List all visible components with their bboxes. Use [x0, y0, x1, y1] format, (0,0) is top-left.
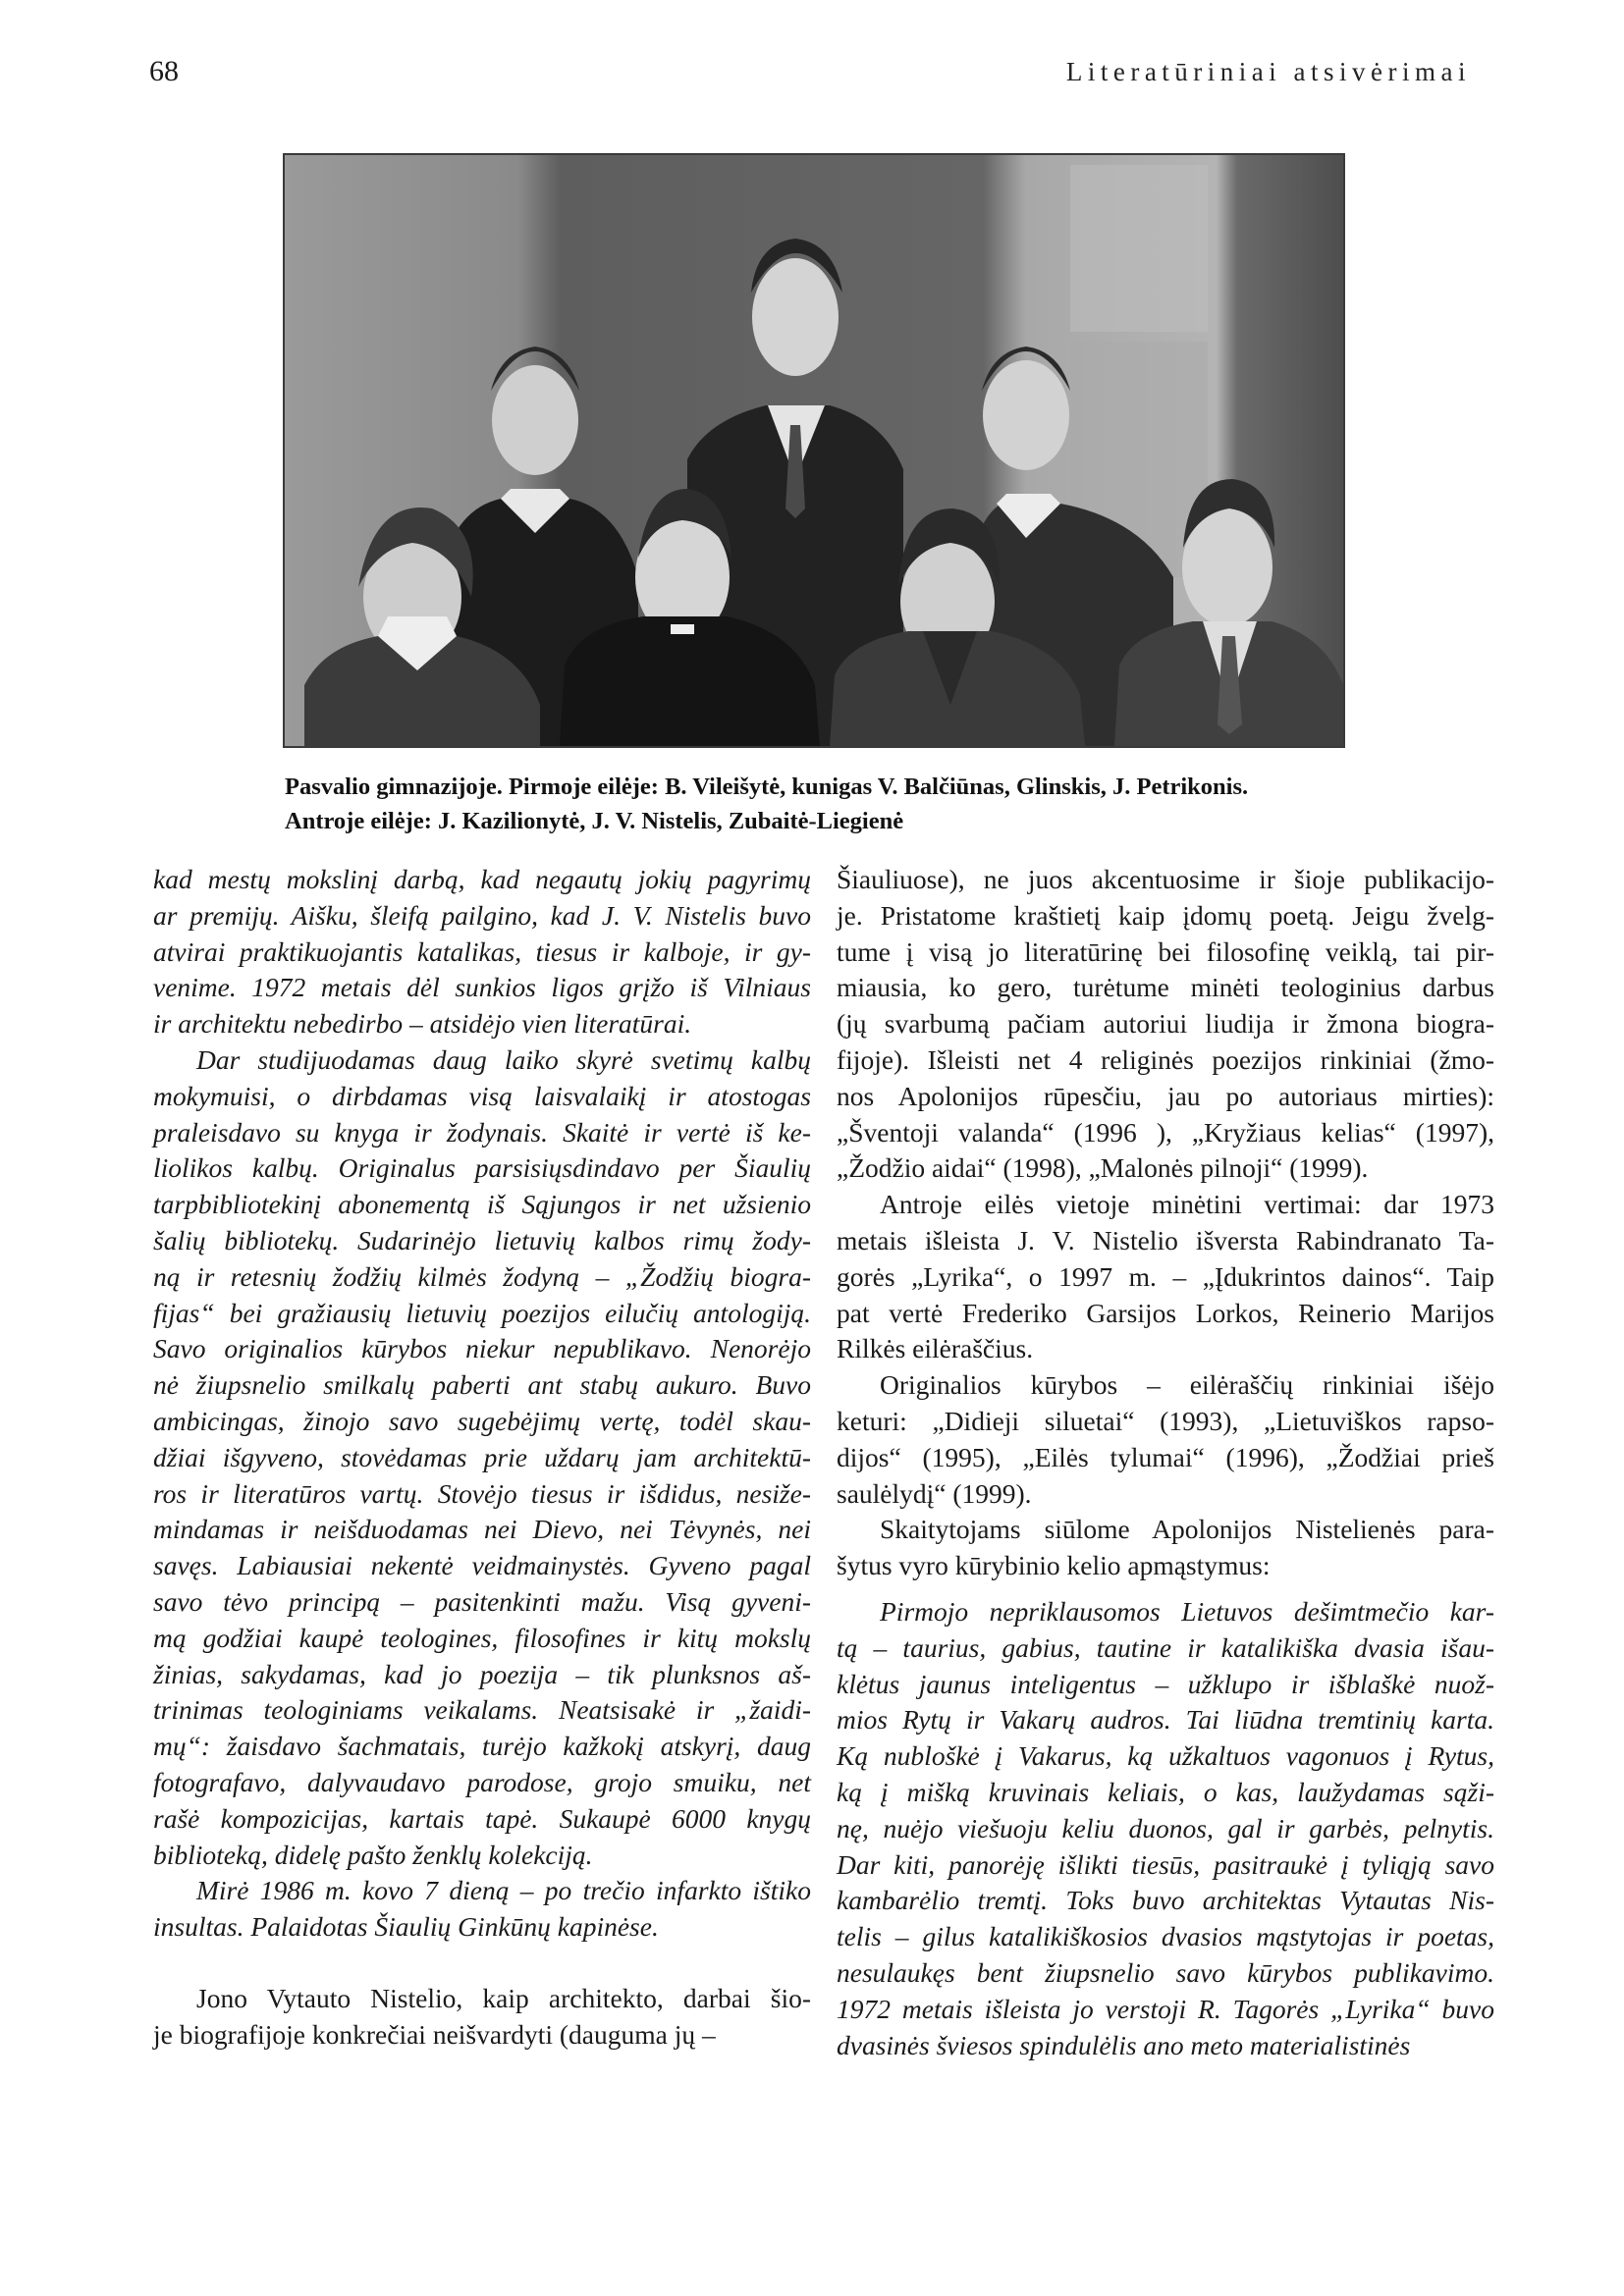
text-line: mokymuisi, o dirbdamas visą laisvalaikį ir atostogas — [153, 1080, 811, 1111]
text-line: Mirė 1986 m. kovo 7 dieną – po trečio infarkto ištiko — [196, 1875, 811, 1906]
text-line: dvasinės šviesos spindulėlis ano meto materialistinės — [837, 2029, 1411, 2060]
text-line: je. Pristatome kraštietį kaip įdomų poetą. Jeigu žvelg- — [837, 899, 1494, 931]
text-line: nesulaukęs bent žiupsnelio savo kūrybos publikavimo. — [837, 1956, 1494, 1988]
caption-line: Pasvalio gimnazijoje. Pirmoje eilėje: B. Vileišytė, kunigas V. Balčiūnas, Glinskis, J. Petrikonis. — [285, 774, 1249, 800]
text-line: šalių bibliotekų. Sudarinėjo lietuvių kalbos rimų žody- — [153, 1224, 811, 1255]
text-line: metais išleista J. V. Nistelio išversta Rabindranato Ta- — [837, 1224, 1494, 1255]
text-line: tume į visą jo literatūrinę bei filosofinę veiklą, tai pir- — [837, 935, 1494, 967]
text-line: mindamas ir neišduodamas nei Dievo, nei Tėvynės, nei — [153, 1514, 811, 1545]
text-line: nos Apolonijos rūpesčiu, jau po autoriaus mirties): — [837, 1080, 1494, 1111]
text-line: pat vertė Frederiko Garsijos Lorkos, Reinerio Marijos — [837, 1297, 1494, 1328]
text-line: džiai išgyveno, stovėdamas prie uždarų jam architektū- — [153, 1441, 811, 1472]
text-line: ar premijų. Aišku, šleifą pailgino, kad J. V. Nistelis buvo — [153, 899, 811, 931]
paragraph — [153, 1981, 811, 2054]
text-line: praleisdavo su knyga ir žodynais. Skaitė ir vertė iš ke- — [153, 1116, 811, 1148]
paragraph — [153, 862, 811, 1042]
text-line: miausia, ko gero, turėtume minėti teologinius darbus — [837, 972, 1494, 1003]
text-line: trinimas teologiniams veikalams. Neatsisakė ir „žaidi- — [153, 1694, 811, 1726]
figure-caption — [285, 770, 1365, 838]
text-line: tarpbibliotekinį abonementą iš Sąjungos ir net užsienio — [153, 1189, 811, 1220]
text-line: fijas“ bei gražiausių lietuvių poezijos eilučių antologiją. — [153, 1297, 811, 1328]
text-line: mą godžiai kaupė teologines, filosofines ir kitų mokslų — [153, 1622, 811, 1653]
text-line: Dar studijuodamas daug laiko skyrė svetimų kalbų — [196, 1043, 811, 1075]
text-line: mų“: žaisdavo šachmatais, turėjo kažkokį atskyrį, daug — [153, 1731, 811, 1762]
text-line: savęs. Labiausiai nekentė veidmainystės. Gyveno pagal — [153, 1550, 811, 1581]
text-line: Ką nubloškė į Vakarus, ką užkaltuos vagonuos į Rytus, — [837, 1740, 1494, 1772]
text-line: ką į mišką kruvinais keliais, o kas, laužydamas sąži- — [837, 1776, 1494, 1807]
text-line: ir architektu nebedirbo – atsidėjo vien literatūrai. — [153, 1008, 692, 1040]
text-line: Jono Vytauto Nistelio, kaip architekto, darbai šio- — [196, 1982, 811, 2013]
running-title: Literatūriniai atsivėrimai — [1065, 57, 1471, 86]
text-line: dijos“ (1995), „Eilės tylumai“ (1996), „Žodžiai prieš — [837, 1441, 1494, 1472]
text-line: tą – taurius, gabius, tautine ir katalikiška dvasia išau- — [837, 1631, 1494, 1663]
text-line: „Žodžio aidai“ (1998), „Malonės pilnoji“ (1999). — [837, 1152, 1369, 1184]
text-line: venime. 1972 metais dėl sunkios ligos grįžo iš Vilniaus — [153, 972, 811, 1003]
paragraph — [837, 862, 1494, 1187]
text-line: je biografijoje konkrečiai neišvardyti (dauguma jų – — [153, 2018, 716, 2050]
text-line: „Šventoji valanda“ (1996 ), „Kryžiaus kelias“ (1997), — [837, 1116, 1494, 1148]
text-line: fijoje). Išleisti net 4 religinės poezijos rinkiniai (žmo- — [837, 1043, 1494, 1075]
text-line: saulėlydį“ (1999). — [837, 1477, 1032, 1509]
text-line: 1972 metais išleista jo verstoji R. Tagorės „Lyrika“ buvo — [837, 1993, 1494, 2024]
text-line: kad mestų mokslinį darbą, kad negautų jokių pagyrimų — [153, 864, 811, 894]
text-line: biblioteką, didelę pašto ženklų kolekciją. — [153, 1839, 593, 1870]
text-line: mios Rytų ir Vakarų audros. Tai liūdna tremtinių karta. — [837, 1704, 1494, 1735]
text-line: liolikos kalbų. Originalus parsisiųsdindavo per Šiaulių — [153, 1152, 811, 1184]
text-line: (jų svarbumą pačiam autoriui liudija ir žmona biogra- — [837, 1008, 1494, 1040]
right-column — [837, 862, 1494, 2063]
text-line: savo tėvo principą – pasitenkinti mažu. Visą gyveni- — [153, 1585, 811, 1617]
page-number: 68 — [149, 55, 179, 87]
text-line: ambicingas, žinojo savo sugebėjimų vertę, todėl skau- — [153, 1405, 811, 1436]
text-line: šytus vyro kūrybinio kelio apmąstymus: — [837, 1550, 1271, 1581]
text-line: Pirmojo nepriklausomos Lietuvos dešimtmečio kar- — [880, 1595, 1494, 1627]
text-line: keturi: „Didieji siluetai“ (1993), „Lietuviškos rapso- — [837, 1405, 1494, 1436]
paragraph — [153, 1042, 811, 1873]
text-line: Originalios kūrybos – eilėraščių rinkiniai išėjo — [880, 1369, 1494, 1401]
text-line: gorės „Lyrika“, o 1997 m. – „Įdukrintos dainos“. Taip — [837, 1260, 1494, 1292]
paragraph — [837, 1187, 1494, 1367]
paragraph — [837, 1367, 1494, 1512]
text-line: ną ir retesnių žodžių kilmės žodyną – „Žodžių biogra- — [153, 1260, 811, 1292]
text-line: telis – gilus katalikiškosios dvasios mąstytojas ir poetas, — [837, 1921, 1494, 1952]
text-line: klėtus jaunus inteligentus – užklupo ir išblaškė nuož- — [837, 1668, 1494, 1699]
text-line: fotografavo, dalyvaudavo parodose, grojo smuiku, net — [153, 1766, 811, 1797]
text-line: Rilkės eilėraščius. — [837, 1333, 1034, 1364]
text-line: atvirai praktikuojantis katalikas, tiesus ir kalboje, ir gy- — [153, 935, 811, 967]
text-line: ros ir literatūros vartų. Stovėjo tiesus ir išdidus, nesiže- — [153, 1477, 811, 1509]
text-line: kambarėlio tremtį. Toks buvo architektas Vytautas Nis- — [837, 1885, 1494, 1916]
paragraph-gap — [153, 1946, 811, 1981]
text-line: rašė kompozicijas, kartais tapė. Sukaupė 6000 knygų — [153, 1802, 811, 1834]
photo-illustration — [285, 155, 1343, 746]
text-line: Šiauliuose), ne juos akcentuosime ir šioje publikacijo- — [837, 864, 1494, 894]
text-line: Antroje eilės vietoje minėtini vertimai: dar 1973 — [880, 1189, 1494, 1220]
text-line: insultas. Palaidotas Šiaulių Ginkūnų kapinėse. — [153, 1911, 659, 1943]
text-line: Savo originalios kūrybos niekur nepublikavo. Nenorėjo — [153, 1333, 811, 1364]
paragraph — [837, 1594, 1494, 2063]
left-column — [153, 862, 811, 2054]
text-line: Skaitytojams siūlome Apolonijos Nistelienės para- — [880, 1514, 1494, 1545]
text-line: nę, nuėjo viešuoju keliu duonos, gal ir garbės, pelnytis. — [837, 1812, 1494, 1843]
group-photograph — [283, 153, 1345, 748]
caption-line: Antroje eilėje: J. Kazilionytė, J. V. Nistelis, Zubaitė-Liegienė — [285, 808, 904, 834]
text-line: nė žiupsnelio smilkalų paberti ant stabų aukuro. Buvo — [153, 1369, 811, 1401]
text-line: Dar kiti, panorėję išlikti tiesūs, pasitraukė į tyliąją savo — [837, 1848, 1494, 1880]
paragraph — [153, 1873, 811, 1946]
paragraph — [837, 1512, 1494, 1584]
text-line: žinias, sakydamas, kad jo poezija – tik plunksnos aš- — [153, 1658, 811, 1689]
